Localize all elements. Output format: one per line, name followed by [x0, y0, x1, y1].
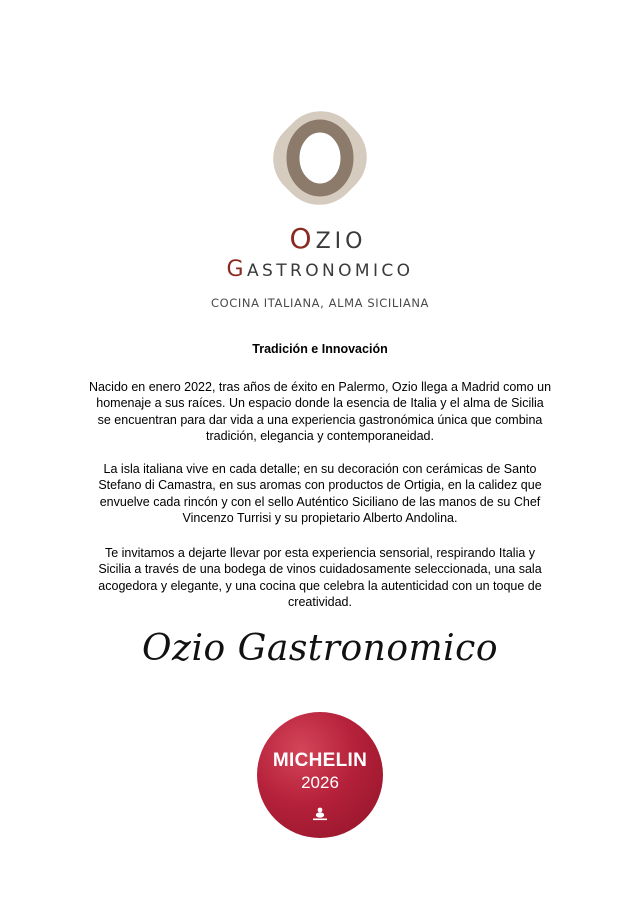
brand-subname	[0, 257, 640, 282]
michelin-badge	[257, 712, 383, 838]
badge-year: 2026	[301, 773, 339, 792]
brand-name-initial: O	[289, 222, 316, 255]
brand-subname-rest: ASTRONOMICO	[247, 261, 414, 281]
section-heading: Tradición e Innovación	[252, 342, 388, 356]
intro-paragraph: Nacido en enero 2022, tras años de éxito en Palermo, Ozio llega a Madrid como un homenaje a sus raíces. Un espacio donde la esencia de Italia y el alma de Sicilia se encuentran para dar vida a una experiencia gastronómica única que combina tradición, elegancia y contemporaneidad.	[88, 380, 552, 443]
signature-script: Ozio Gastronomico	[141, 628, 498, 669]
brand-name	[0, 222, 640, 255]
brand-name-rest: ZIO	[315, 229, 367, 254]
invitation-paragraph: Te invitamos a dejarte llevar por esta experiencia sensorial, respirando Italia y Sicilia a través de una bodega de vinos cuidadosamente seleccionada, una sala acogedora y elegante, y una cocina que celebra la autenticidad con un toque de creatividad.	[98, 546, 542, 609]
brand-subname-initial: G	[226, 257, 247, 282]
detail-paragraph: La isla italiana vive en cada detalle; en su decoración con cerámicas de Santo Stefano di Camastra, en sus aromas con productos de Ortigia, en la calidez que envuelve cada rincón y con el sello Auténtico Siciliano de las manos de su Chef Vincenzo Turrisi y su propietario Alberto Andolina.	[98, 462, 542, 525]
badge-name: MICHELIN	[272, 750, 368, 771]
michelin-man-icon	[311, 807, 329, 821]
interlocking-rings-logo-icon	[273, 108, 367, 208]
brand-tagline: COCINA ITALIANA, ALMA SICILIANA	[210, 296, 430, 310]
